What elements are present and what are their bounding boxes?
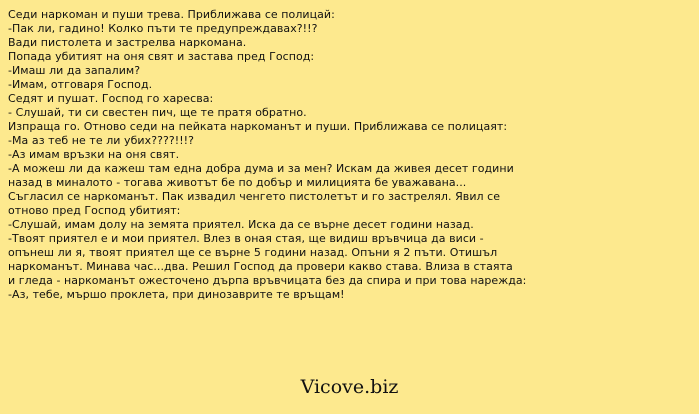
joke-line: -Имам, отговаря Господ. <box>8 78 153 91</box>
joke-line: - Слушай, ти си свестен пич, ще те пратя обратно. <box>8 106 307 119</box>
joke-line: -Ма аз теб не те ли убих????!!!? <box>8 134 195 147</box>
joke-line: Попада убитият на оня свят и застава пред Господ: <box>8 50 315 63</box>
joke-line: Съгласил се наркоманът. Пак извадил ченгето пистолетът и го застрелял. Явил се <box>8 190 501 203</box>
joke-line: Седят и пушат. Господ го харесва: <box>8 92 214 105</box>
joke-line: -Твоят приятел е и мои приятел. Влез в оная стая, ще видиш връвчица да виси - <box>8 232 484 245</box>
site-watermark: Vicove.biz <box>300 376 399 398</box>
joke-line: опънеш ли я, твоят приятел ще се върне 5 години назад. Опъни я 2 пъти. Отишъл <box>8 246 498 259</box>
joke-line: назад в миналото - тогава животът бе по добър и милицията бе уважавана... <box>8 176 467 189</box>
joke-line: наркоманът. Минава час...два. Решил Господ да провери какво става. Влиза в стаята <box>8 260 513 273</box>
joke-line: -Имаш ли да запалим? <box>8 64 141 77</box>
joke-line: Изпраща го. Отново седи на пейката наркоманът и пуши. Приближава се полицаят: <box>8 120 508 133</box>
joke-line: -Аз имам връзки на оня свят. <box>8 148 180 161</box>
joke-line: Вади пистолета и застрелва наркомана. <box>8 36 247 49</box>
joke-line: и гледа - наркоманът ожесточено дърпа връвчицата без да спира и при това нарежда: <box>8 274 527 287</box>
joke-line: отново пред Господ убитият: <box>8 204 181 217</box>
joke-line: Седи наркоман и пуши трева. Приближава се полицай: <box>8 8 335 21</box>
joke-line: -Слушай, имам долу на земята приятел. Иска да се върне десет години назад. <box>8 218 474 231</box>
joke-line: -Пак ли, гадино! Колко пъти те предупреждавах?!!? <box>8 22 318 35</box>
joke-line: -Аз, тебе, мършо проклета, при динозаврите те връщам! <box>8 288 345 301</box>
joke-text <box>8 8 694 302</box>
joke-line: -А можеш ли да кажеш там една добра дума и за мен? Искам да живея десет години <box>8 162 514 175</box>
